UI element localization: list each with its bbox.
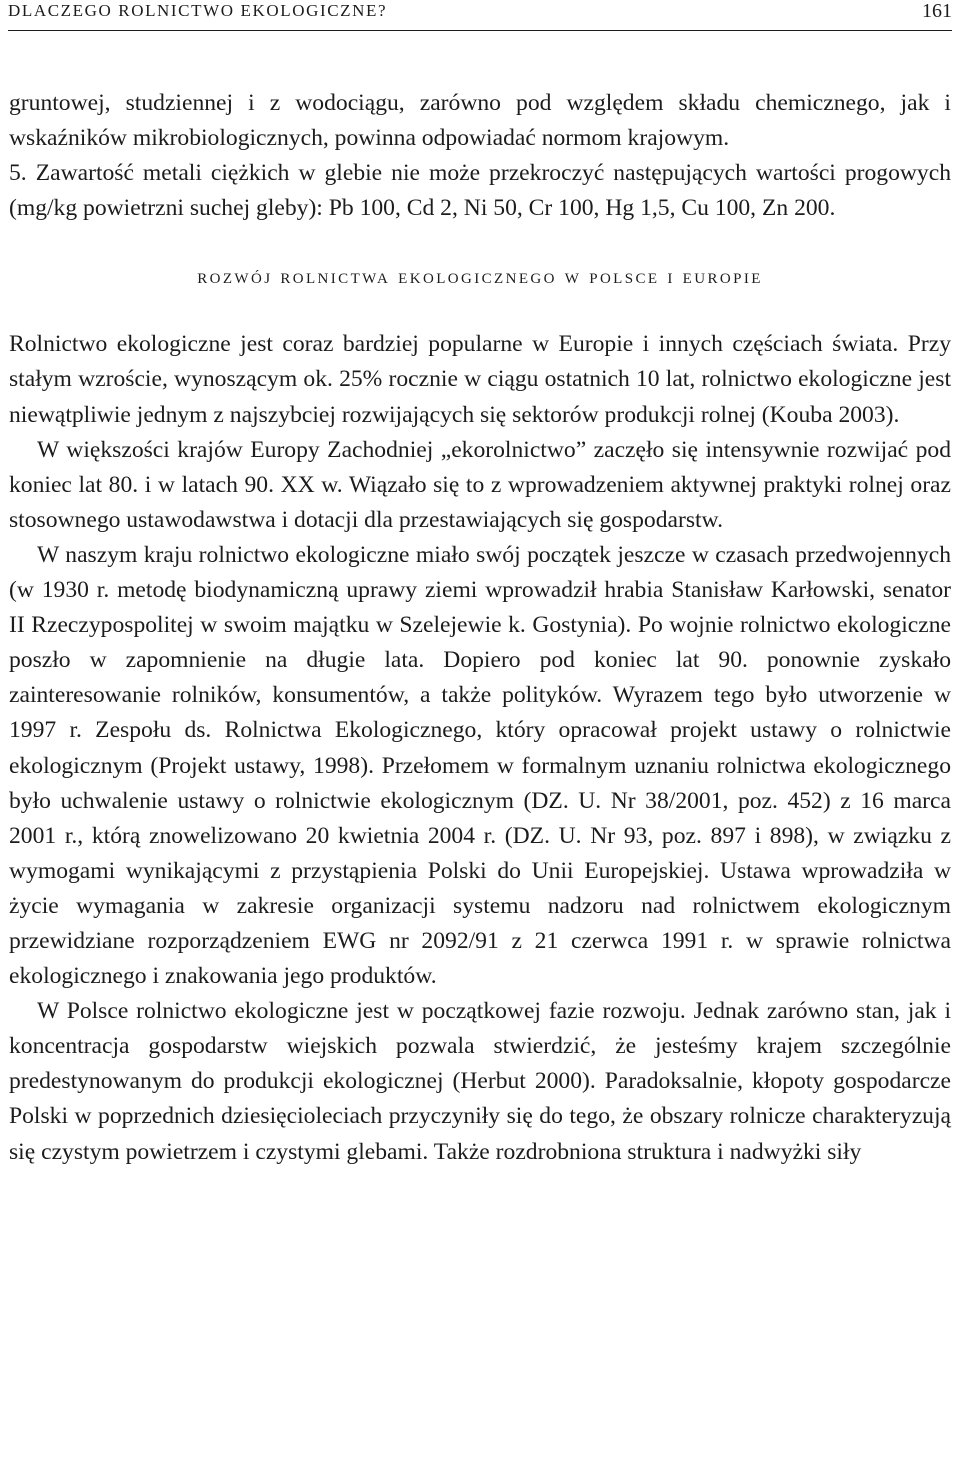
list-item-5: 5. Zawartość metali ciężkich w glebie nie może przekroczyć następujących wartości progowych (mg/kg powietrzni suchej gleby): Pb 100, Cd 2, Ni 50, Cr 100, Hg 1,5, Cu 100, Zn 200. (9, 160, 951, 222)
continuation-paragraph: gruntowej, studziennej i z wodociągu, zarówno pod względem składu chemicznego, jak i wskaźników mikrobiologicznych, powinna odpowiadać normom krajowym. (9, 90, 951, 152)
body-text (9, 86, 951, 1170)
paragraph-2: W większości krajów Europy Zachodniej „ekorolnictwo” zaczęło się intensywnie rozwijać pod koniec lat 80. i w latach 90. XX w. Wiązało się to z wprowadzeniem aktywnej praktyki rolnej oraz stosownego ustawodawstwa i dotacji dla przestawiających się gospodarstw. (9, 436, 951, 533)
paragraph-4: W Polsce rolnictwo ekologiczne jest w początkowej fazie rozwoju. Jednak zarówno stan, jak i koncentracja gospodarstw wiejskich pozwala stwierdzić, że jesteśmy krajem szczególnie predestynowanym do produkcji ekologicznej (Herbut 2000). Paradoksalnie, kłopoty gospodarcze Polski w poprzednich dziesięcioleciach przyczyniły się do tego, że obszary rolnicze charakteryzują się czystym powietrzem i czystymi glebami. Także rozdrobniona struktura i nadwyżki siły (9, 998, 951, 1165)
section-heading: rozwój rolnictwa ekologicznego w polsce i europie (197, 263, 763, 289)
page-number: 161 (922, 0, 952, 22)
paragraph-3: W naszym kraju rolnictwo ekologiczne miało swój początek jeszcze w czasach przedwojennych (w 1930 r. metodę biodynamiczną uprawy ziemi wprowadził hrabia Stanisław Karłowski, senator II Rzeczypospolitej w swoim majątku w Szelejewie k. Gostynia). Po wojnie rolnictwo ekologiczne poszło w zapomnienie na długie lata. Dopiero pod koniec lat 90. ponownie zyskało zainteresowanie rolników, konsumentów, a także polityków. Wyrazem tego było utworzenie w 1997 r. Zespołu ds. Rolnictwa Ekologicznego, który opracował projekt ustawy o rolnictwie ekologicznym (Projekt ustawy, 1998). Przełomem w formalnym uznaniu rolnictwa ekologicznego było uchwalenie ustawy o rolnictwie ekologicznym (DZ. U. Nr 38/2001, poz. 452) z 16 marca 2001 r., którą znowelizowano 20 kwietnia 2004 r. (DZ. U. Nr 93, poz. 897 i 898), w związku z wymogami wynikającymi z przystąpienia Polski do Unii Europejskiej. Ustawa wprowadziła w życie wymagania w zakresie organizacji systemu nadzoru nad rolnictwem ekologicznym przewidziane rozporządzeniem EWG nr 2092/91 z 21 czerwca 1991 r. w sprawie rolnictwa ekologicznego i znakowania jego produktów. (9, 541, 951, 990)
running-title: DLACZEGO ROLNICTWO EKOLOGICZNE? (8, 1, 388, 20)
paragraph-1: Rolnictwo ekologiczne jest coraz bardziej popularne w Europie i innych częściach świata. Przy stałym wzroście, wynoszącym ok. 25% rocznie w ciągu ostatnich 10 lat, rolnictwo ekologiczne jest niewątpliwie jednym z najszybciej rozwijających się sektorów produkcji rolnej (Kouba 2003). (9, 331, 951, 428)
running-header (8, 0, 952, 31)
